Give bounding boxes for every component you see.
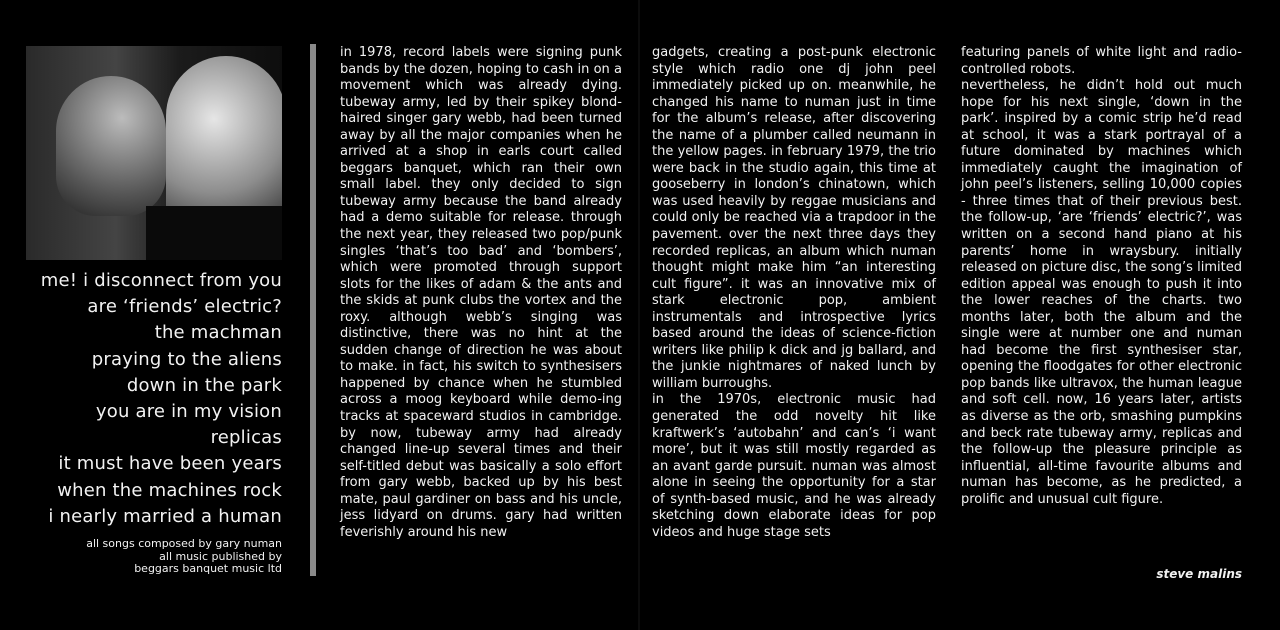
- liner-notes-column-1: [340, 45, 622, 541]
- paragraph: in the 1970s, electronic music had generated the odd novelty hit like kraftwerk’s ‘autobahn’ and can’s ‘i want more’, but it was still mostly regarded as an avant garde pursuit. numan was almost alone in seeing the opportunity for a star of synth-based music, and he was already sketching down elaborate ideas for pop videos and huge stage sets: [652, 392, 936, 540]
- paragraph: gadgets, creating a post-punk electronic style which radio one dj john peel immediately picked up on. meanwhile, he changed his name to numan just in time for the album’s release, after discovering the name of a plumber called neumann in the yellow pages. in february 1979, the trio were back in the studio again, this time at gooseberry in london’s chinatown, which was used heavily by reggae musicians and could only be reached via a trapdoor in the pavement. over the next three days they recorded replicas, an album which numan thought might make him “an interesting cult figure”. it was an innovative mix of stark electronic pop, ambient instrumentals and introspective lyrics based around the ideas of science-fiction writers like philip k dick and jg ballard, and the junkie nightmares of naked lunch by william burroughs.: [652, 45, 936, 391]
- track-title: replicas: [210, 427, 282, 449]
- credit-line: all songs composed by gary numan: [86, 537, 282, 550]
- vertical-divider: [310, 44, 316, 576]
- track-title: me! i disconnect from you: [40, 270, 282, 291]
- track-title: you are in my vision: [95, 401, 282, 423]
- liner-notes-column-2: [652, 45, 936, 541]
- photo-shadow: [146, 206, 282, 260]
- paragraph: featuring panels of white light and radio-controlled robots.: [961, 45, 1242, 77]
- track-title: down in the park: [126, 374, 282, 396]
- paragraph: nevertheless, he didn’t hold out much hope for his next single, ‘down in the park’. inspired by a comic strip he’d read at school, it was a stark portrayal of a future dominated by machines which immediately caught the imagination of john peel’s listeners, selling 10,000 copies - three times that of their previous best. the follow-up, ‘are ‘friends’ electric?’, was written on a second hand piano at his parents’ home in wraysbury. initially released on picture disc, the song’s limited edition appeal was enough to push it into the lower reaches of the charts. two months later, both the album and the single were at number one and numan had become the first synthesiser star, opening the floodgates for other electronic pop bands like ultravox, the human league and soft cell. now, 16 years later, artists as diverse as the orb, smashing pumpkins and beck rate tubeway army, replicas and the follow-up the pleasure principle as influential, all-time favourite albums and numan has become, as he predicted, a prolific and unusual cult figure.: [961, 78, 1242, 507]
- liner-notes-column-3: [961, 45, 1242, 508]
- track-title: are ‘friends’ electric?: [87, 296, 282, 318]
- author-signature: steve malins: [1156, 567, 1242, 581]
- track-title: when the machines rock: [57, 479, 282, 501]
- track-title: i nearly married a human: [48, 505, 282, 527]
- credit-line: beggars banquet music ltd: [134, 562, 282, 575]
- page-fold: [638, 0, 640, 630]
- tracklist: [41, 268, 282, 530]
- track-title: the machman: [154, 322, 282, 344]
- credits: [86, 538, 282, 576]
- paragraph: in 1978, record labels were signing punk bands by the dozen, hoping to cash in on a movement which was already dying. tubeway army, led by their spikey blond-haired singer gary webb, had been turned away by all the major companies when he arrived at a shop in earls court called beggars banquet, which ran their own small label. they only decided to sign tubeway army because the band already had a demo suitable for release. through the next year, they released two pop/punk singles ‘that’s too bad’ and ‘bombers’, which were promoted through support slots for the likes of adam & the ants and the skids at punk clubs the vortex and the roxy. although webb’s singing was distinctive, there was no hint at the sudden change of direction he was about to make. in fact, his switch to synthesisers happened by chance when he stumbled across a moog keyboard while demo-ing tracks at spaceward studios in cambridge. by now, tubeway army had already changed line-up several times and their self-titled debut was basically a solo effort from gary webb, backed up by his best mate, paul gardiner on bass and his uncle, jess lidyard on drums. gary had written feverishly around his new: [340, 45, 622, 540]
- track-title: praying to the aliens: [91, 348, 282, 370]
- band-photo: [26, 46, 282, 260]
- photo-figure-left: [56, 76, 166, 216]
- credit-line: all music published by: [159, 549, 282, 563]
- track-title: it must have been years: [58, 453, 282, 475]
